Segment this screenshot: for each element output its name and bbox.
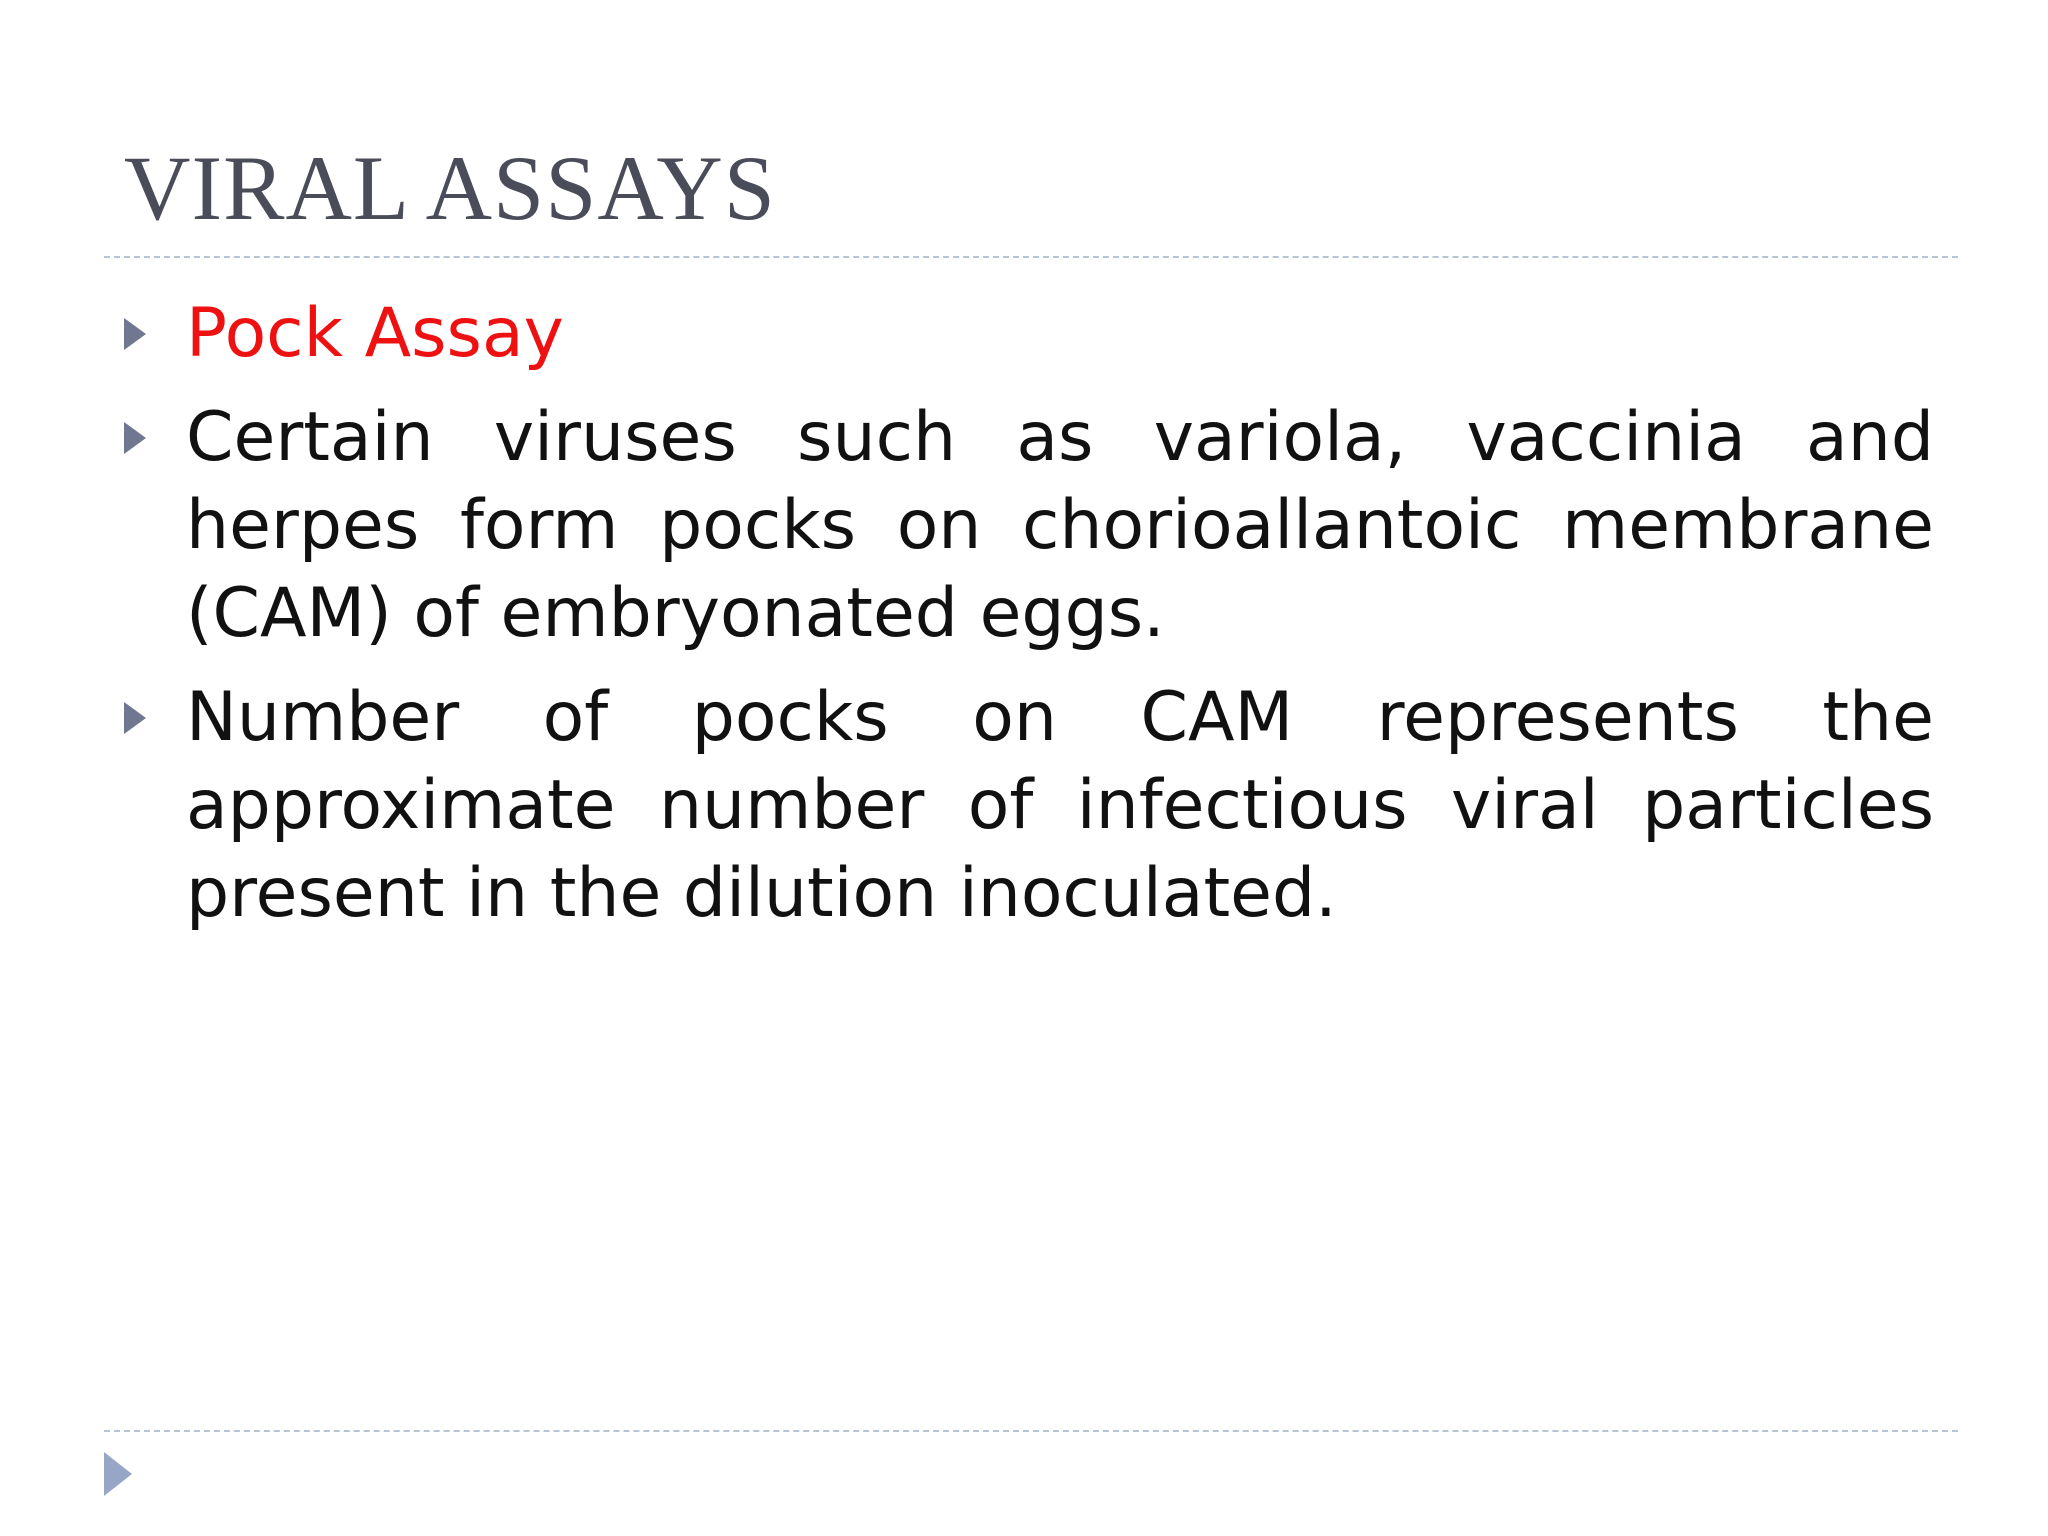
- bullet-item: [124, 394, 1934, 658]
- slide-title: VIRAL ASSAYS: [124, 137, 776, 239]
- triangle-bullet-icon: [124, 702, 146, 734]
- bullet-text: Number of pocks on CAM represents the approximate number of infectious viral particles present in the dilution inoculated.: [186, 678, 1934, 933]
- triangle-bullet-icon: [124, 318, 146, 350]
- bullet-text: Certain viruses such as variola, vaccinia and herpes form pocks on chorioallantoic membrane (CAM) of embryonated eggs.: [186, 398, 1934, 653]
- bullet-item: [124, 290, 1934, 378]
- bullet-item: [124, 674, 1934, 938]
- footer-divider: [104, 1430, 1958, 1432]
- triangle-bullet-icon: [124, 422, 146, 454]
- triangle-corner-icon: [104, 1452, 132, 1496]
- title-divider: [104, 256, 1958, 258]
- bullet-list: [124, 290, 1934, 954]
- bullet-text: Pock Assay: [186, 294, 564, 373]
